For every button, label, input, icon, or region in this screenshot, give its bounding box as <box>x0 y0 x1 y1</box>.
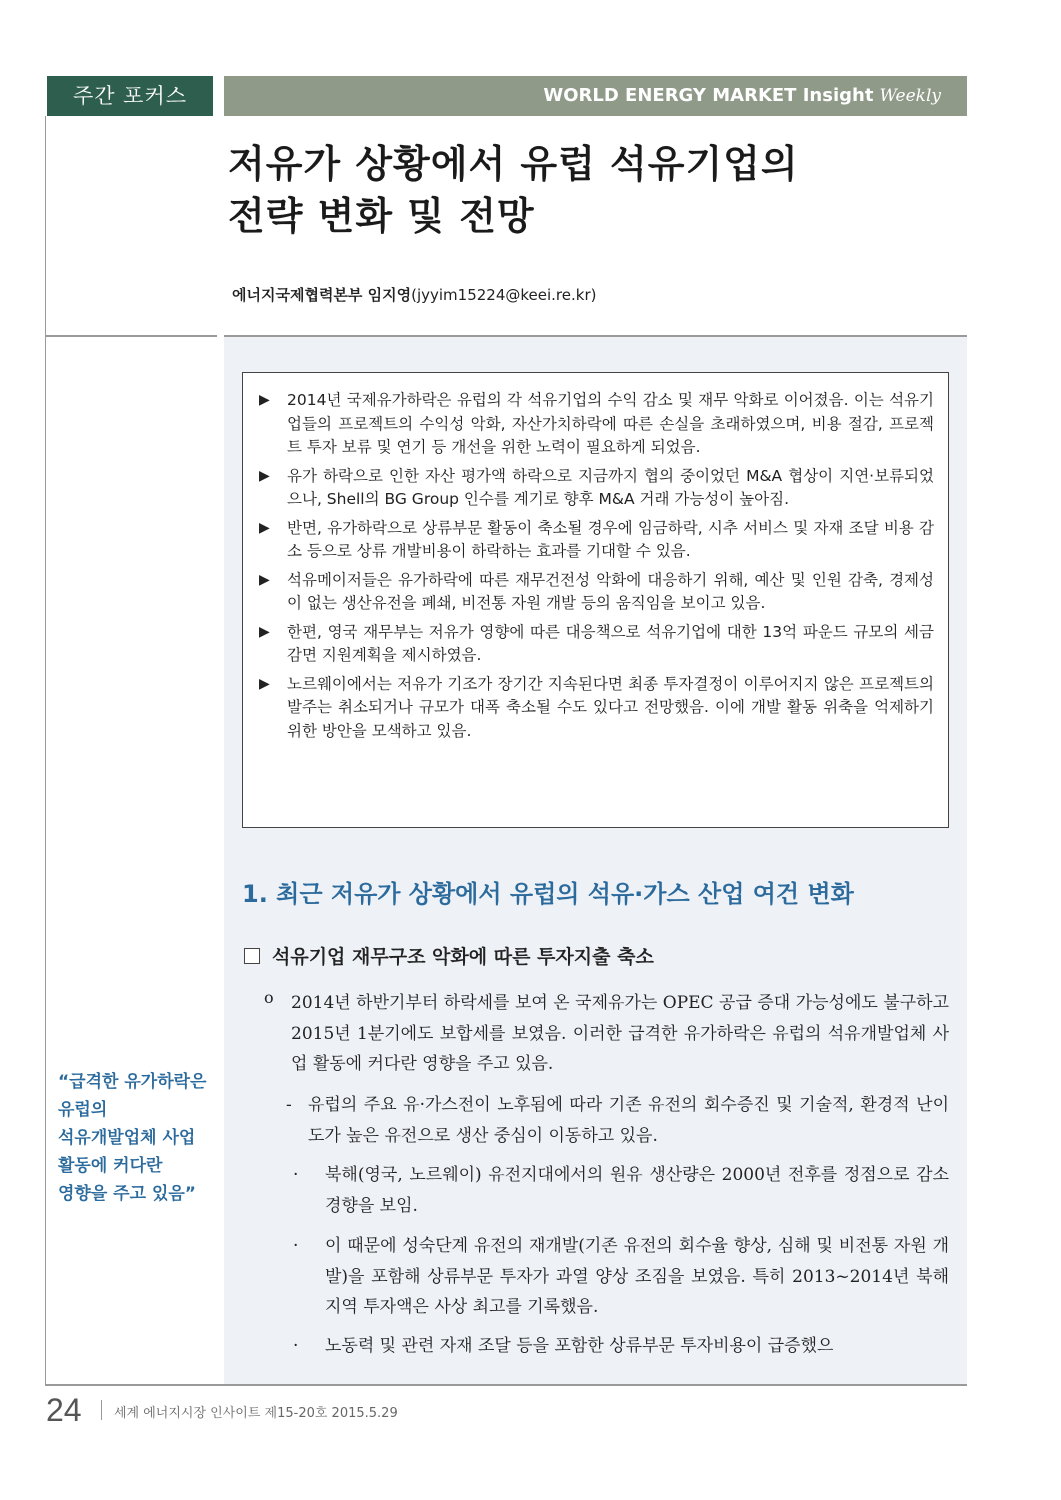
author-name: 에너지국제협력본부 임지영 <box>232 286 412 304</box>
summary-text: 한편, 영국 재무부는 저유가 영향에 따른 대응책으로 석유기업에 대한 13억 파운드 규모의 세금 감면 지원계획을 제시하였음. <box>287 622 934 664</box>
page-number: 24 <box>46 1392 82 1428</box>
summary-item <box>259 517 934 564</box>
section-tag: 주간 포커스 <box>47 76 213 116</box>
summary-text: 석유메이저들은 유가하락에 따른 재무건전성 악화에 대응하기 위해, 예산 및 인원 감축, 경제성이 없는 생산유전을 폐쇄, 비전통 자원 개발 등의 움직임을 보이고 있음. <box>287 570 934 612</box>
title-line-2: 전략 변화 및 전망 <box>228 194 535 238</box>
summary-item <box>259 465 934 512</box>
pull-quote-line: “급격한 유가하락은 <box>58 1072 207 1092</box>
body-paragraph: 노동력 및 관련 자재 조달 등을 포함한 상류부문 투자비용이 급증했으 <box>325 1336 834 1356</box>
triangle-bullet-icon: ▶ <box>259 467 270 484</box>
dot-bullet-icon: · <box>293 1165 299 1185</box>
footer-text: 세계 에너지시장 인사이트 제15-20호 2015.5.29 <box>114 1406 398 1421</box>
summary-item <box>259 389 934 460</box>
dot-bullet-icon: · <box>293 1336 299 1356</box>
triangle-bullet-icon: ▶ <box>259 675 270 692</box>
pull-quote-line: 활동에 커다란 <box>58 1156 163 1176</box>
banner-weekly: Weekly <box>879 86 941 106</box>
title-line-1: 저유가 상황에서 유럽 석유기업의 <box>228 142 799 186</box>
body-paragraph: 2014년 하반기부터 하락세를 보여 온 국제유가는 OPEC 공급 증대 가능성에도 불구하고 2015년 1분기에도 보합세를 보였음. 이러한 급격한 유가하락은 유럽의 석유개발업체 사업 활동에 커다란 영향을 주고 있음. <box>291 993 949 1074</box>
banner-title: WORLD ENERGY MARKET Insight <box>543 85 874 106</box>
pull-quote <box>58 1068 218 1208</box>
summary-text: 유가 하락으로 인한 자산 평가액 하락으로 지금까지 협의 중이었던 M&A 협상이 지연·보류되었으나, Shell의 BG Group 인수를 계기로 향후 M&A 거래 가능성이 높아짐. <box>287 466 934 508</box>
summary-text: 2014년 국제유가하락은 유럽의 각 석유기업의 수익 감소 및 재무 악화로 이어졌음. 이는 석유기업들의 프로젝트의 수익성 악화, 자산가치하락에 따른 손실을 초래하였으며, 비용 절감, 프로젝트 투자 보류 및 연기 등 개선을 위한 노력이 필요하게 되었음. <box>287 391 934 456</box>
checkbox-square-icon <box>244 948 260 964</box>
triangle-bullet-icon: ▶ <box>259 519 270 536</box>
triangle-bullet-icon: ▶ <box>259 392 270 408</box>
triangle-bullet-icon: ▶ <box>259 623 270 640</box>
summary-text: 반면, 유가하락으로 상류부문 활동이 축소될 경우에 임금하락, 시추 서비스 및 자재 조달 비용 감소 등으로 상류 개발비용이 하락하는 효과를 기대할 수 있음. <box>287 518 934 560</box>
summary-item <box>259 569 934 616</box>
dot-bullet-icon: · <box>293 1236 299 1256</box>
publication-banner <box>224 76 967 116</box>
subsection-heading <box>244 942 654 969</box>
author-email: (jyyim15224@keei.re.kr) <box>411 286 597 304</box>
triangle-bullet-icon: ▶ <box>259 571 270 588</box>
footer-separator <box>101 1400 102 1420</box>
body-paragraph: 북해(영국, 노르웨이) 유전지대에서의 원유 생산량은 2000년 전후를 정점으로 감소 경향을 보임. <box>325 1165 949 1216</box>
summary-item <box>259 621 934 668</box>
circle-bullet-icon: o <box>264 988 274 1007</box>
article-title <box>228 138 948 242</box>
left-rule <box>45 116 46 1386</box>
summary-item <box>259 673 934 744</box>
pull-quote-line: 영향을 주고 있음” <box>58 1184 196 1204</box>
body-paragraph: 이 때문에 성숙단계 유전의 재개발(기존 유전의 회수율 향상, 심해 및 비전통 자원 개발)을 포함해 상류부문 투자가 과열 양상 조짐을 보였음. 특히 2013~2014년 북해지역 투자액은 사상 최고를 기록했음. <box>325 1236 949 1317</box>
pull-quote-line: 석유개발업체 사업 <box>58 1128 196 1148</box>
footer-rule <box>45 1384 967 1386</box>
summary-box <box>242 372 949 828</box>
dash-bullet-icon: - <box>286 1095 292 1115</box>
header-divider-left <box>45 335 217 337</box>
subsection-text: 석유기업 재무구조 악화에 따른 투자지출 축소 <box>272 946 654 968</box>
pull-quote-line: 유럽의 <box>58 1100 108 1120</box>
author-line <box>232 284 596 305</box>
body-paragraph: 유럽의 주요 유·가스전이 노후됨에 따라 기존 유전의 회수증진 및 기술적, 환경적 난이도가 높은 유전으로 생산 중심이 이동하고 있음. <box>308 1095 949 1146</box>
section-heading: 1. 최근 저유가 상황에서 유럽의 석유·가스 산업 여건 변화 <box>242 880 854 908</box>
summary-text: 노르웨이에서는 저유가 기조가 장기간 지속된다면 최종 투자결정이 이루어지지 않은 프로젝트의 발주는 취소되거나 규모가 대폭 축소될 수도 있다고 전망했음. 이에 개발 활동 위축을 억제하기 위한 방안을 모색하고 있음. <box>287 674 934 740</box>
